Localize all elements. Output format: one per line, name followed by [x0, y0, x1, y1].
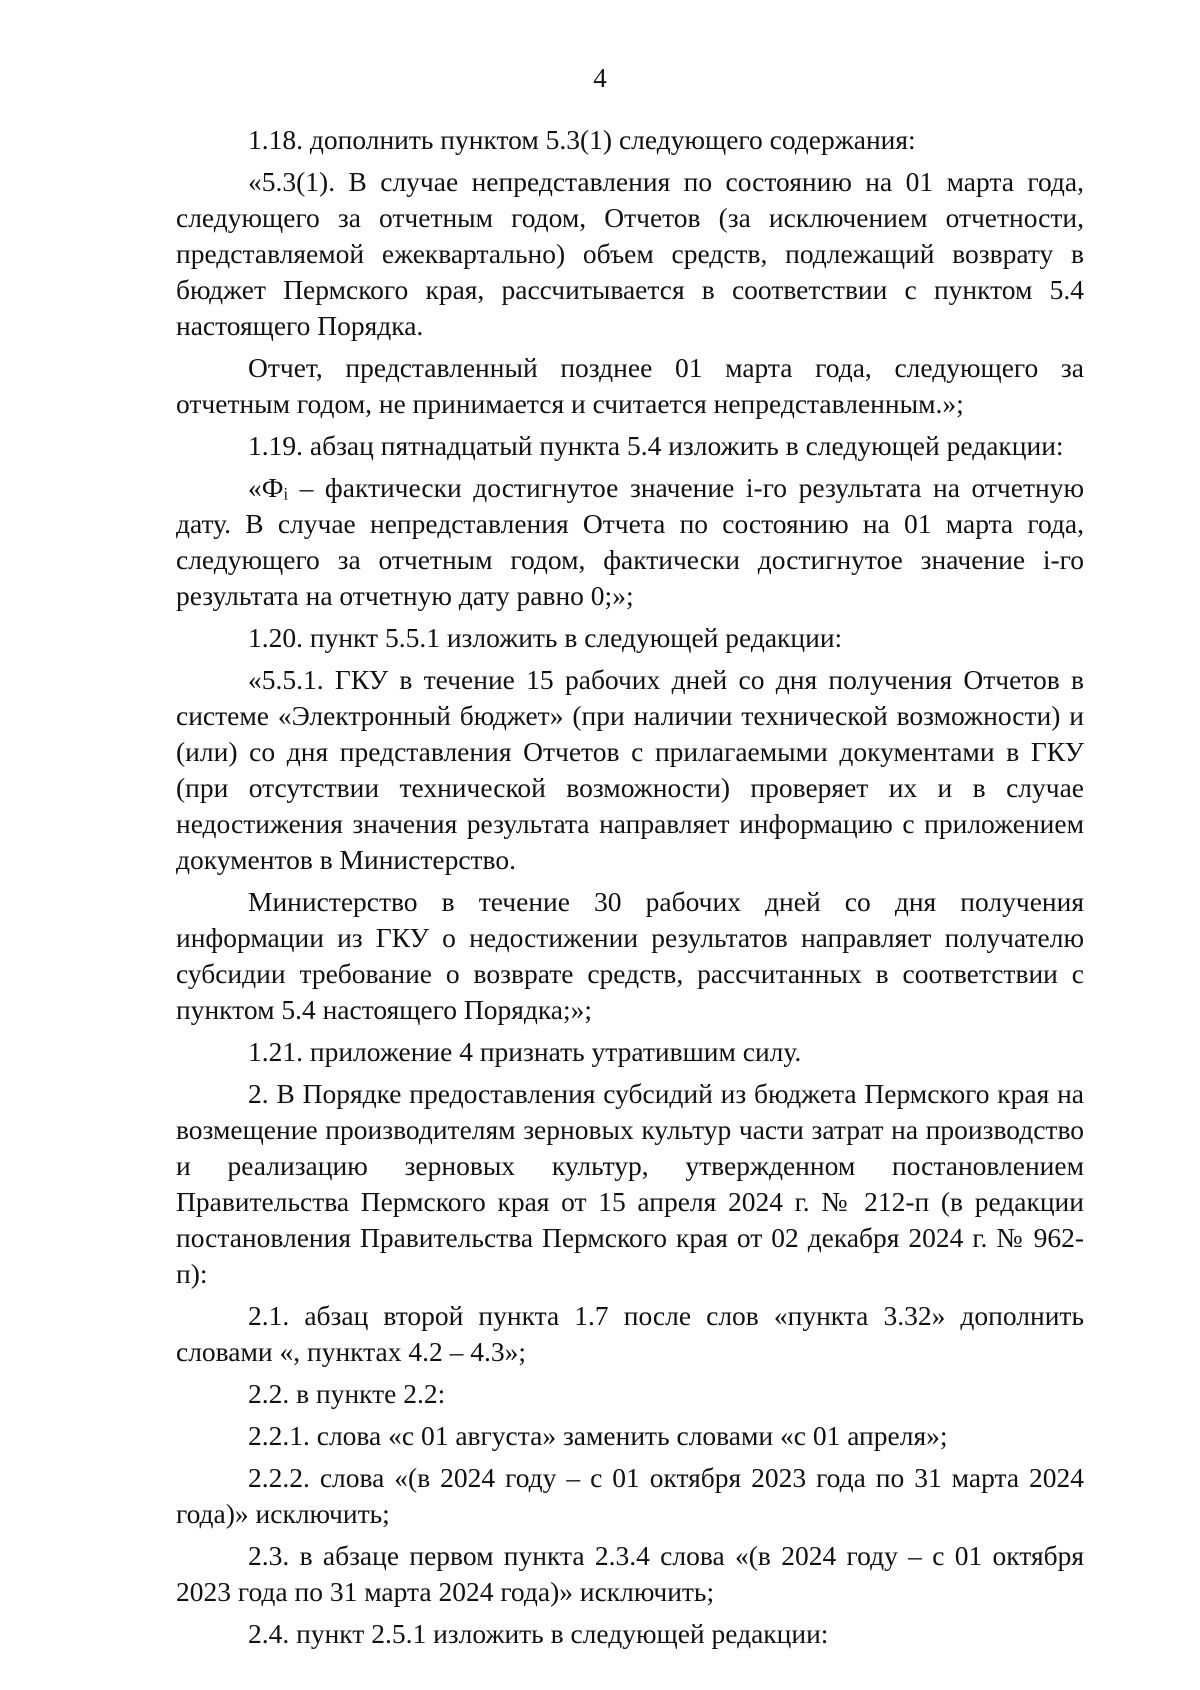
paragraph-2-2: 2.2. в пункте 2.2: — [248, 1378, 446, 1409]
paragraph-2-4: 2.4. пункт 2.5.1 изложить в следующей редакции: — [248, 1618, 829, 1649]
paragraph-2-2-2: 2.2.2. слова «(в 2024 году – с 01 октября 2023 года по 31 марта 2024 года)» исключить; — [176, 1462, 1084, 1529]
document-body — [176, 122, 1084, 1652]
paragraph-1-21: 1.21. приложение 4 признать утратившим силу. — [248, 1036, 802, 1067]
paragraph-phi-definition: «Фᵢ – фактически достигнутое значение i-го результата на отчетную дату. В случае непредставления Отчета по состоянию на 01 марта года, следующего за отчетным годом, фактически достигнутое значение i-го результата на отчетную дату равно 0;»; — [176, 472, 1084, 611]
paragraph-1-18: 1.18. дополнить пунктом 5.3(1) следующего содержания: — [248, 124, 916, 155]
paragraph-5-5-1-quote: «5.5.1. ГКУ в течение 15 рабочих дней со дня получения Отчетов в системе «Электронный бюджет» (при наличии технической возможности) и (или) со дня представления Отчетов с прилагаемыми документами в ГКУ (при отсутствии технической возможности) проверяет их и в случае недостижения значения результата направляет информацию с приложением документов в Министерство. — [176, 664, 1084, 875]
paragraph-report-late: Отчет, представленный позднее 01 марта года, следующего за отчетным годом, не принимается и считается непредставленным.»; — [176, 352, 1084, 419]
paragraph-ministry: Министерство в течение 30 рабочих дней со дня получения информации из ГКУ о недостижении результатов направляет получателю субсидии требование о возврате средств, рассчитанных в соответствии с пунктом 5.4 настоящего Порядка;»; — [176, 886, 1084, 1025]
paragraph-1-20: 1.20. пункт 5.5.1 изложить в следующей редакции: — [248, 622, 843, 653]
paragraph-1-19: 1.19. абзац пятнадцатый пункта 5.4 изложить в следующей редакции: — [248, 430, 1064, 461]
paragraph-5-3-1-quote: «5.3(1). В случае непредставления по состоянию на 01 марта года, следующего за отчетным годом, Отчетов (за исключением отчетности, представляемой ежеквартально) объем средств, подлежащий возврату в бюджет Пермского края, рассчитывается в соответствии с пунктом 5.4 настоящего Порядка. — [176, 166, 1084, 341]
page-number: 4 — [593, 63, 607, 93]
paragraph-2-1: 2.1. абзац второй пункта 1.7 после слов «пункта 3.32» дополнить словами «, пунктах 4.2 – 4.3»; — [176, 1300, 1084, 1367]
paragraph-2-3: 2.3. в абзаце первом пункта 2.3.4 слова «(в 2024 году – с 01 октября 2023 года по 31 марта 2024 года)» исключить; — [176, 1540, 1084, 1607]
paragraph-2: 2. В Порядке предоставления субсидий из бюджета Пермского края на возмещение производителям зерновых культур части затрат на производство и реализацию зерновых культур, утвержденном постановлением Правительства Пермского края от 15 апреля 2024 г. № 212-п (в редакции постановления Правительства Пермского края от 02 декабря 2024 г. № 962-п): — [176, 1078, 1084, 1289]
paragraph-2-2-1: 2.2.1. слова «с 01 августа» заменить словами «с 01 апреля»; — [248, 1420, 948, 1451]
